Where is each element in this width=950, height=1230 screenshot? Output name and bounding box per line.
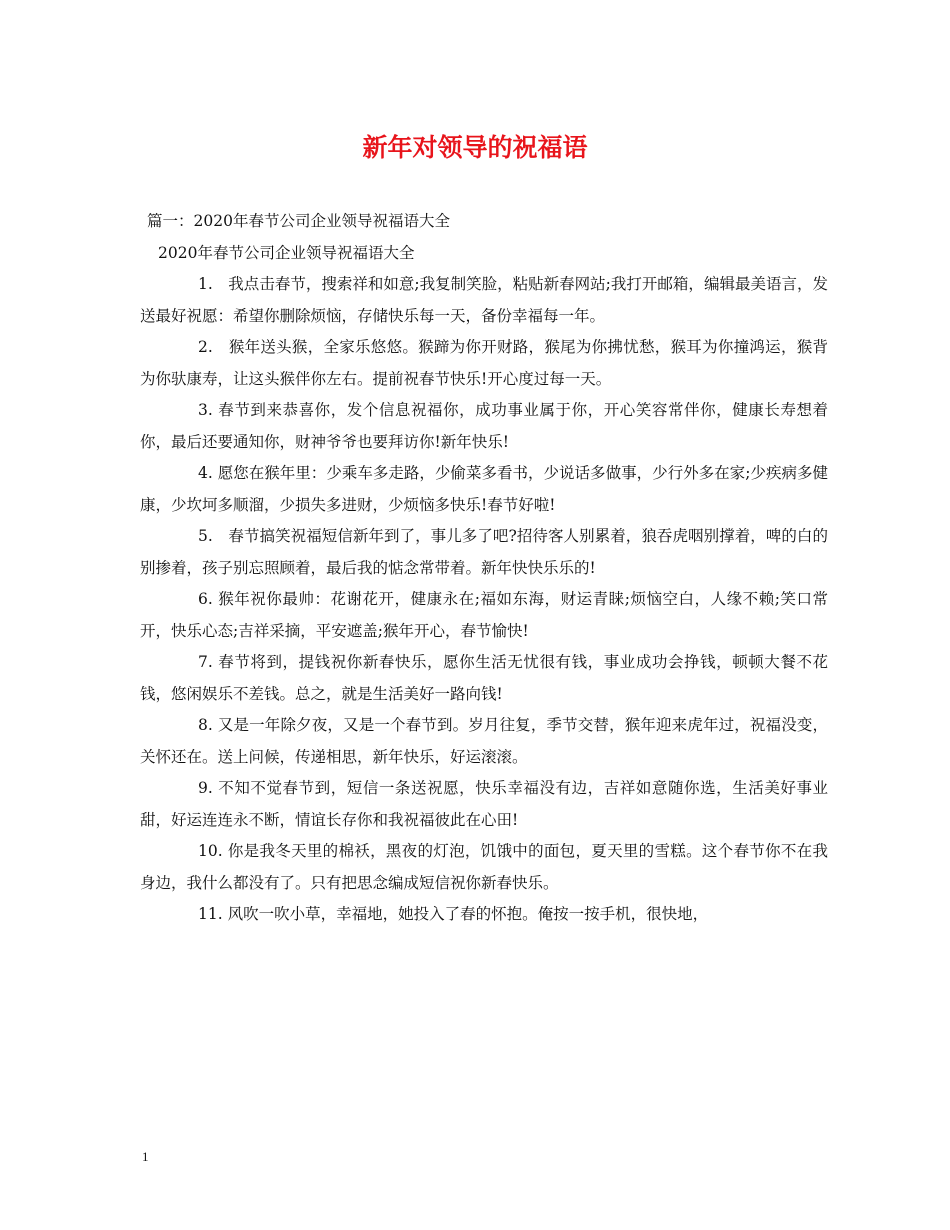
paragraph-1: 1. 我点击春节，搜索祥和如意;我复制笑脸，粘贴新春网站;我打开邮箱，编辑最美语言，发送最好祝愿：希望你删除烦恼，存储快乐每一天，备份幸福每一年。 [140, 275, 828, 325]
paragraph-9: 9. 不知不觉春节到，短信一条送祝愿，快乐幸福没有边，吉祥如意随你选，生活美好事业甜，好运连连永不断，情谊长存你和我祝福彼此在心田! [140, 779, 828, 829]
paragraph-11: 11. 风吹一吹小草，幸福地，她投入了春的怀抱。俺按一按手机，很快地， [198, 905, 709, 923]
paragraph-6: 6. 猴年祝你最帅：花谢花开，健康永在;福如东海，财运青睐;烦恼空白，人缘不赖;笑口常开，快乐心态;吉祥采摘，平安遮盖;猴年开心，春节愉快! [140, 590, 828, 640]
subsection-heading: 2020年春节公司企业领导祝福语大全 [158, 243, 415, 262]
paragraph-10: 10. 你是我冬天里的棉袄，黑夜的灯泡，饥饿中的面包，夏天里的雪糕。这个春节你不在我身边，我什么都没有了。只有把思念编成短信祝你新春快乐。 [140, 842, 828, 892]
page-number: 1 [142, 1149, 149, 1164]
document-body [140, 206, 828, 931]
paragraph-5: 5. 春节搞笑祝福短信新年到了，事儿多了吧?招待客人别累着，狼吞虎咽别撑着，啤的白的别掺着，孩子别忘照顾着，最后我的惦念常带着。新年快快乐乐的! [140, 527, 828, 577]
paragraph-8: 8. 又是一年除夕夜，又是一个春节到。岁月往复，季节交替，猴年迎来虎年过，祝福没变，关怀还在。送上问候，传递相思，新年快乐，好运滚滚。 [140, 716, 828, 766]
paragraph-3: 3. 春节到来恭喜你，发个信息祝福你，成功事业属于你，开心笑容常伴你，健康长寿想着你，最后还要通知你，财神爷爷也要拜访你!新年快乐! [140, 401, 828, 451]
page-title: 新年对领导的祝福语 [362, 133, 588, 162]
section-heading: 篇一：2020年春节公司企业领导祝福语大全 [147, 212, 450, 230]
paragraph-2: 2. 猴年送头猴，全家乐悠悠。猴蹄为你开财路，猴尾为你拂忧愁，猴耳为你撞鸿运，猴背为你驮康寿，让这头猴伴你左右。提前祝春节快乐!开心度过每一天。 [140, 338, 828, 388]
paragraph-4: 4. 愿您在猴年里：少乘车多走路，少偷菜多看书，少说话多做事，少行外多在家;少疾病多健康，少坎坷多顺溜，少损失多进财，少烦恼多快乐!春节好啦! [140, 464, 828, 514]
paragraph-7: 7. 春节将到，提钱祝你新春快乐，愿你生活无忧很有钱，事业成功会挣钱，顿顿大餐不花钱，悠闲娱乐不差钱。总之，就是生活美好一路向钱! [140, 653, 828, 703]
